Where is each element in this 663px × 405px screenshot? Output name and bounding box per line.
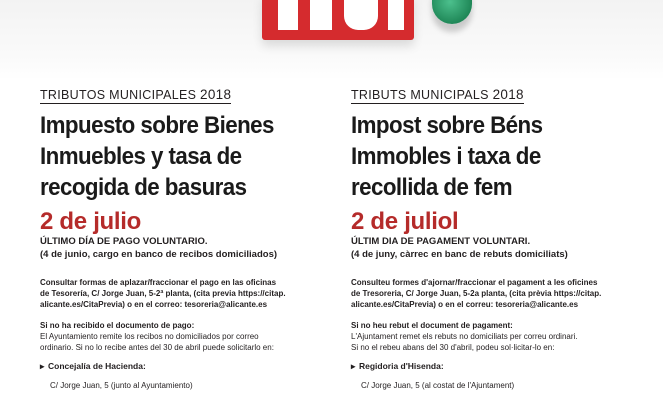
deadline-label: ÚLTIM DIA DE PAGAMENT VOLUNTARI. (351, 236, 531, 247)
title-line: recollida de fem (351, 174, 513, 201)
consult-line: alicante.es/CitaPrevia) o en el correo: tesoreria@alicante.es (40, 300, 268, 309)
section-eyebrow (40, 87, 231, 104)
not-received-line: El Ayuntamiento remite los recibos no domiciliados por correo (40, 332, 259, 341)
office-heading-row (40, 360, 330, 372)
not-received-heading: Si no ha recibido el documento de pago: (40, 321, 195, 330)
notice-title (351, 110, 621, 203)
eyebrow-text: TRIBUTOS MUNICIPALES (40, 88, 197, 102)
not-received-heading: Si no heu rebut el document de pagament: (351, 321, 513, 330)
office-heading: Concejalía de Hacienda: (48, 361, 146, 371)
consult-text (351, 277, 641, 310)
right-triangle-bullet-icon: ▸ (40, 361, 45, 371)
spanish-column (40, 86, 330, 391)
logo-letter-shape (278, 0, 298, 30)
consult-line: alicante.es/CitaPrevia) o en el correu: tesoreria@alicante.es (351, 300, 579, 309)
title-line: Impuesto sobre Bienes (40, 112, 274, 139)
not-received-block (351, 320, 641, 353)
section-eyebrow (351, 87, 524, 104)
not-received-line: L'Ajuntament remet els rebuts no domiciliats per correu ordinari. (351, 332, 578, 341)
valencian-column (351, 86, 641, 391)
consult-line: de Tresoreria, C/ Jorge Juan, 5-2a planta, (cita prèvia https://citap. (351, 289, 602, 298)
office-address: C/ Jorge Juan, 5 (junto al Ayuntamiento) (50, 381, 193, 390)
logo-letter-shape (310, 0, 332, 30)
deadline-note: (4 de juny, càrrec en banc de rebuts domiciliats) (351, 249, 568, 260)
office-heading-row (351, 360, 641, 372)
logo-letter-shape (344, 0, 378, 30)
logo-letter-shape (388, 0, 404, 30)
deadline-label: ÚLTIMO DÍA DE PAGO VOLUNTARIO. (40, 236, 208, 247)
title-line: Inmuebles y tasa de (40, 143, 242, 170)
deadline-date: 2 de juliol (351, 208, 459, 235)
office-heading: Regidoria d'Hisenda: (359, 361, 444, 371)
deadline-date: 2 de julio (40, 208, 142, 235)
green-token-image (432, 0, 472, 24)
eyebrow-year: 2018 (200, 87, 232, 102)
office-address: C/ Jorge Juan, 5 (al costat de l'Ajuntament) (361, 381, 515, 390)
notice-title (40, 110, 310, 203)
deadline-note: (4 de junio, cargo en banco de recibos domiciliados) (40, 249, 278, 260)
municipal-logo (262, 0, 414, 40)
eyebrow-text: TRIBUTS MUNICIPALS (351, 88, 489, 102)
consult-line: de Tesorería, C/ Jorge Juan, 5-2ª planta, (cita previa https://citap. (40, 289, 286, 298)
consult-line: Consultar formas de aplazar/fraccionar el pago en las oficinas (40, 278, 277, 287)
consult-line: Consulteu formes d'ajornar/fraccionar el pagament a les oficines (351, 278, 598, 287)
not-received-block (40, 320, 330, 353)
right-triangle-bullet-icon: ▸ (351, 361, 356, 371)
title-line: Impost sobre Béns (351, 112, 543, 139)
title-line: recogida de basuras (40, 174, 247, 201)
consult-text (40, 277, 330, 310)
eyebrow-year: 2018 (492, 87, 524, 102)
title-line: Immobles i taxa de (351, 143, 541, 170)
not-received-line: Si no el rebeu abans del 30 d'abril, podeu sol·licitar-lo en: (351, 343, 555, 352)
not-received-line: ordinario. Si no lo recibe antes del 30 de abril puede solicitarlo en: (40, 343, 274, 352)
header-photo-band (0, 0, 663, 80)
